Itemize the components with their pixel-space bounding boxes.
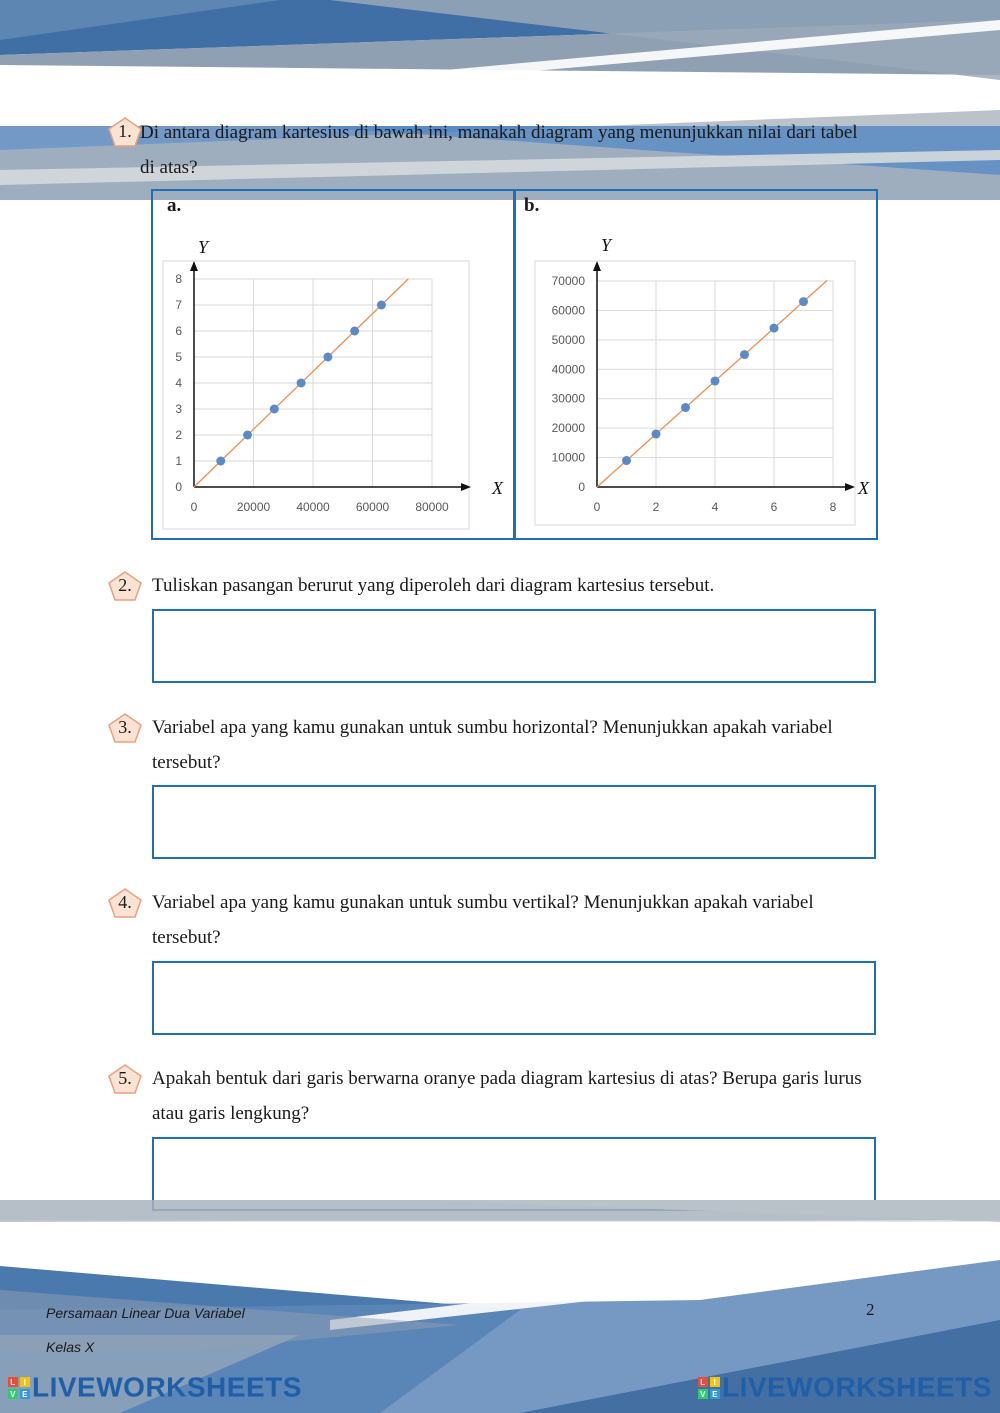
- liveworksheets-logo-icon: [8, 1377, 30, 1399]
- data-point: [216, 457, 225, 466]
- question-number: 5.: [118, 1068, 132, 1088]
- question-number: 3.: [118, 717, 132, 737]
- question-number: 1.: [118, 121, 132, 141]
- question-text: Apakah bentuk dari garis berwarna oranye pada diagram kartesius di atas? Berupa garis lurus atau garis lengkung?: [152, 1068, 862, 1124]
- x-tick-label: 20000: [236, 500, 271, 514]
- option-b-label: b.: [524, 195, 540, 216]
- option-a-label: a.: [167, 195, 182, 216]
- y-tick-label: 3: [175, 402, 182, 416]
- y-axis-label: Y: [601, 235, 612, 255]
- footer-title: Persamaan Linear Dua Variabel: [46, 1305, 245, 1321]
- x-tick-label: 4: [711, 500, 719, 514]
- question-text: Variabel apa yang kamu gunakan untuk sumbu vertikal? Menunjukkan apakah variabel tersebut?: [152, 892, 814, 948]
- y-tick-label: 40000: [551, 362, 585, 377]
- liveworksheets-logo-icon: [698, 1377, 720, 1399]
- answer-box-2[interactable]: [152, 609, 876, 683]
- svg-text:E: E: [22, 1389, 28, 1399]
- x-tick-label: 2: [652, 500, 660, 514]
- y-tick-label: 20000: [551, 421, 585, 436]
- chart-a: [153, 191, 514, 538]
- data-point: [622, 456, 631, 465]
- data-point: [323, 353, 332, 362]
- svg-text:E: E: [712, 1389, 718, 1399]
- x-tick-label: 0: [593, 500, 601, 514]
- question-number: 4.: [118, 892, 132, 912]
- question-text: Variabel apa yang kamu gunakan untuk sumbu horizontal? Menunjukkan apakah variabel tersebut?: [152, 717, 833, 773]
- question-number-badge: [108, 571, 142, 601]
- y-tick-label: 2: [175, 428, 182, 442]
- data-point: [681, 403, 690, 412]
- data-point: [350, 327, 359, 336]
- question-text: Tuliskan pasangan berurut yang diperoleh dari diagram kartesius tersebut.: [152, 575, 715, 596]
- y-tick-label: 8: [175, 272, 182, 286]
- y-tick-label: 30000: [551, 391, 585, 406]
- svg-text:I: I: [713, 1377, 717, 1387]
- y-tick-label: 7: [175, 298, 182, 312]
- option-a-frame[interactable]: [151, 189, 516, 540]
- y-tick-label: 60000: [551, 303, 585, 318]
- brand-text: LIVEWORKSHEETS: [32, 1371, 302, 1403]
- data-point: [652, 430, 661, 439]
- x-tick-label: 0: [190, 500, 198, 514]
- data-point: [711, 377, 720, 386]
- brand-right[interactable]: [698, 1370, 992, 1404]
- y-tick-label: 0: [578, 480, 585, 494]
- svg-text:L: L: [10, 1377, 16, 1387]
- x-axis-label: X: [858, 478, 869, 498]
- chart-b: [515, 191, 876, 538]
- answer-box-4[interactable]: [152, 961, 876, 1035]
- svg-text:V: V: [10, 1389, 16, 1399]
- question-text: Di antara diagram kartesius di bawah ini, manakah diagram yang menunjukkan nilai dari tabel di atas?: [140, 122, 858, 178]
- option-b-frame[interactable]: [513, 189, 878, 540]
- y-tick-label: 10000: [551, 450, 585, 465]
- y-tick-label: 70000: [551, 274, 585, 288]
- footer-class: Kelas X: [46, 1339, 95, 1355]
- data-point: [243, 431, 252, 440]
- data-point: [377, 301, 386, 310]
- page-number: 2: [866, 1300, 875, 1319]
- y-tick-label: 0: [175, 480, 182, 494]
- answer-box-3[interactable]: [152, 785, 876, 859]
- question-number-badge: [108, 1064, 142, 1094]
- y-tick-label: 6: [175, 324, 182, 338]
- data-point: [270, 405, 279, 414]
- question-number-badge: [108, 713, 142, 743]
- brand-left[interactable]: [8, 1370, 302, 1404]
- y-tick-label: 50000: [551, 332, 585, 347]
- x-tick-label: 8: [829, 500, 837, 514]
- y-tick-label: 5: [175, 350, 182, 364]
- data-point: [799, 297, 808, 306]
- svg-text:L: L: [700, 1377, 706, 1387]
- y-tick-label: 1: [175, 454, 182, 468]
- x-tick-label: 6: [770, 500, 778, 514]
- svg-text:I: I: [23, 1377, 27, 1387]
- brand-text: LIVEWORKSHEETS: [722, 1371, 992, 1403]
- y-axis-label: Y: [198, 237, 209, 257]
- question-number-badge: [108, 117, 142, 147]
- x-tick-label: 80000: [415, 500, 449, 514]
- x-axis-label: X: [492, 478, 503, 498]
- data-point: [770, 324, 779, 333]
- x-tick-label: 60000: [355, 500, 390, 514]
- question-number: 2.: [118, 575, 132, 595]
- data-point: [297, 379, 306, 388]
- data-point: [740, 350, 749, 359]
- y-tick-label: 4: [175, 376, 182, 390]
- question-number-badge: [108, 888, 142, 918]
- x-tick-label: 40000: [296, 500, 330, 514]
- svg-text:V: V: [700, 1389, 706, 1399]
- plot-area: [163, 261, 469, 529]
